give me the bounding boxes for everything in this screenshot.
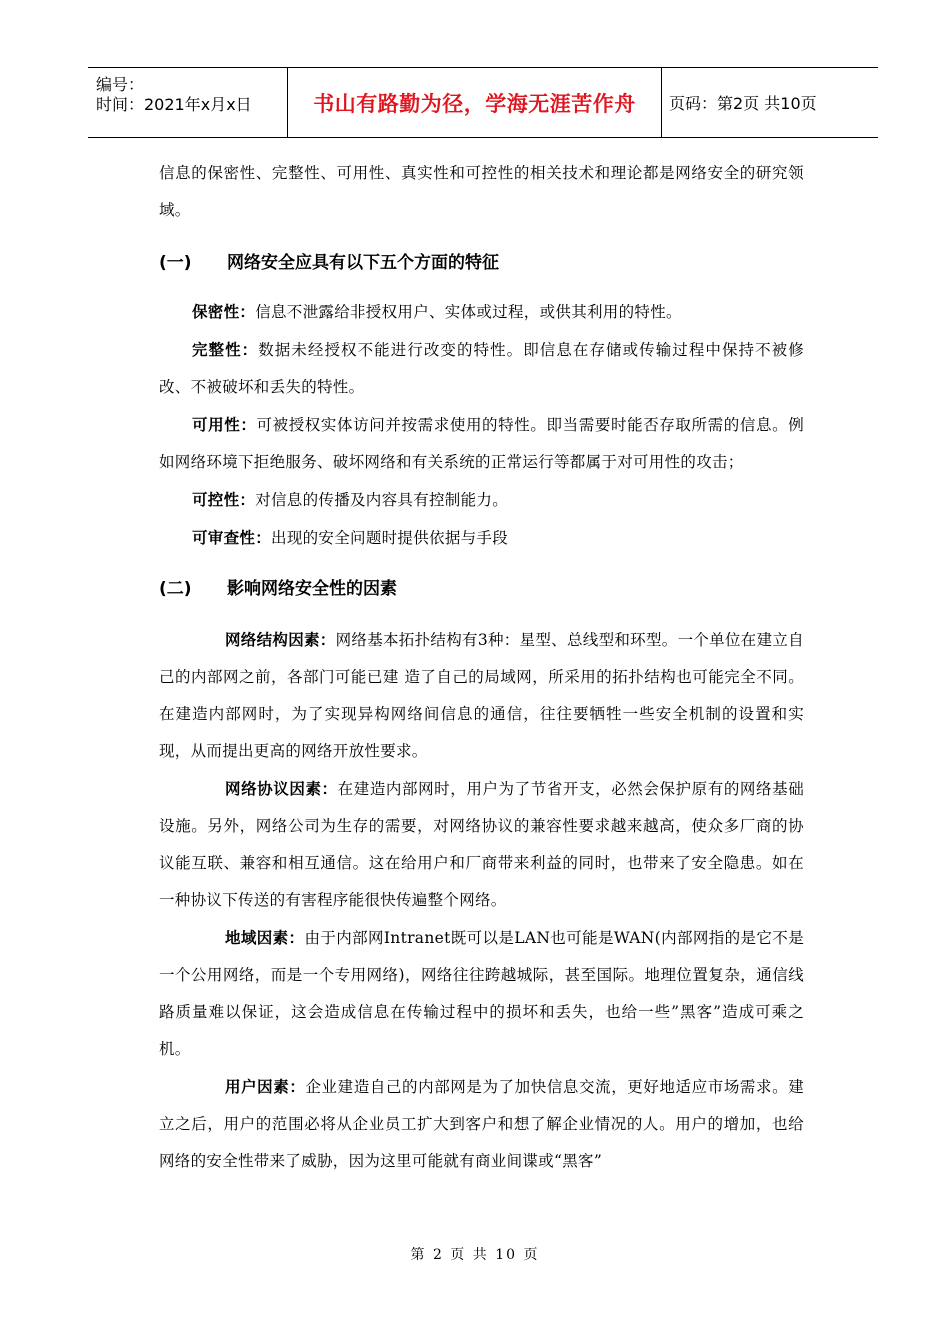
- header-page-info: 页码：第2页 共10页: [669, 94, 817, 113]
- section-number: (二): [159, 579, 192, 599]
- factor-term: 用户因素：: [225, 1077, 306, 1096]
- header-motto: 书山有路勤为径，学海无涯苦作舟: [288, 68, 662, 137]
- section-number: (一): [159, 253, 192, 273]
- feature-text: 可被授权实体访问并按需求使用的特性。即当需要时能否存取所需的信息。例如网络环境下拒绝服务、破坏网络和有关系统的正常运行等都属于对可用性的攻击；: [159, 416, 805, 471]
- factor-paragraph: [159, 770, 804, 919]
- factor-paragraph: [159, 1068, 804, 1180]
- factor-text: 在建造内部网时，用户为了节省开支，必然会保护原有的网络基础设施。另外，网络公司为生存的需要，对网络协议的兼容性要求越来越高，使众多厂商的协议能互联、兼容和相互通信。这在给用户和厂商带来利益的同时，也带来了安全隐患。如在一种协议下传送的有害程序能很快传遍整个网络。: [159, 780, 804, 909]
- feature-paragraph: [159, 293, 804, 331]
- section-heading-2: [159, 569, 804, 609]
- feature-term: 完整性：: [192, 340, 259, 359]
- header-meta-cell: [88, 68, 288, 137]
- feature-paragraph: [159, 481, 804, 519]
- feature-text: 信息不泄露给非授权用户、实体或过程，或供其利用的特性。: [255, 303, 682, 321]
- feature-paragraph: [159, 519, 804, 557]
- factor-term: 地域因素：: [225, 928, 305, 947]
- page-header: [88, 67, 878, 138]
- factor-text: 由于内部网Intranet既可以是LAN也可能是WAN(内部网指的是它不是一个公用网络，而是一个专用网络)，网络往往跨越城际，甚至国际。地理位置复杂，通信线路质量难以保证，这会造成信息在传输过程中的损坏和丢失，也给一些”黑客”造成可乘之机。: [159, 929, 804, 1058]
- feature-text: 出现的安全问题时提供依据与手段: [271, 529, 509, 547]
- factor-term: 网络结构因素：: [225, 630, 336, 649]
- feature-paragraph: [159, 406, 804, 481]
- factor-paragraph: [159, 919, 804, 1068]
- feature-term: 保密性：: [192, 302, 256, 321]
- feature-term: 可审查性：: [192, 528, 272, 547]
- page-footer: 第 2 页 共 10 页: [410, 1247, 540, 1263]
- feature-paragraph: [159, 331, 804, 406]
- document-body: [159, 155, 804, 1180]
- factor-term: 网络协议因素：: [225, 779, 338, 798]
- feature-text: 数据未经授权不能进行改变的特性。即信息在存储或传输过程中保持不被修改、不被破坏和丢失的特性。: [159, 341, 804, 396]
- section-heading-1: [159, 243, 804, 283]
- factor-paragraph: [159, 621, 804, 770]
- number-label: 编号：: [96, 75, 145, 94]
- section-title: 网络安全应具有以下五个方面的特征: [227, 253, 499, 273]
- feature-term: 可控性：: [192, 490, 256, 509]
- feature-text: 对信息的传播及内容具有控制能力。: [255, 491, 509, 509]
- factor-text: 企业建造自己的内部网是为了加快信息交流，更好地适应市场需求。建立之后，用户的范围必将从企业员工扩大到客户和想了解企业情况的人。用户的增加，也给网络的安全性带来了威胁，因为这里可能就有商业间谍或“黑客”: [159, 1078, 804, 1170]
- time-label: 时间：2021年x月x日: [96, 95, 252, 114]
- feature-term: 可用性：: [192, 415, 257, 434]
- factor-text: 网络基本拓扑结构有3种：星型、总线型和环型。一个单位在建立自己的内部网之前，各部门可能已建 造了自己的局域网，所采用的拓扑结构也可能完全不同。在建造内部网时，为了实现异构网络间信息的通信，往往要牺牲一些安全机制的设置和实现，从而提出更高的网络开放性要求。: [159, 631, 804, 760]
- intro-paragraph: 信息的保密性、完整性、可用性、真实性和可控性的相关技术和理论都是网络安全的研究领域。: [159, 164, 804, 219]
- section-title: 影响网络安全性的因素: [227, 579, 397, 599]
